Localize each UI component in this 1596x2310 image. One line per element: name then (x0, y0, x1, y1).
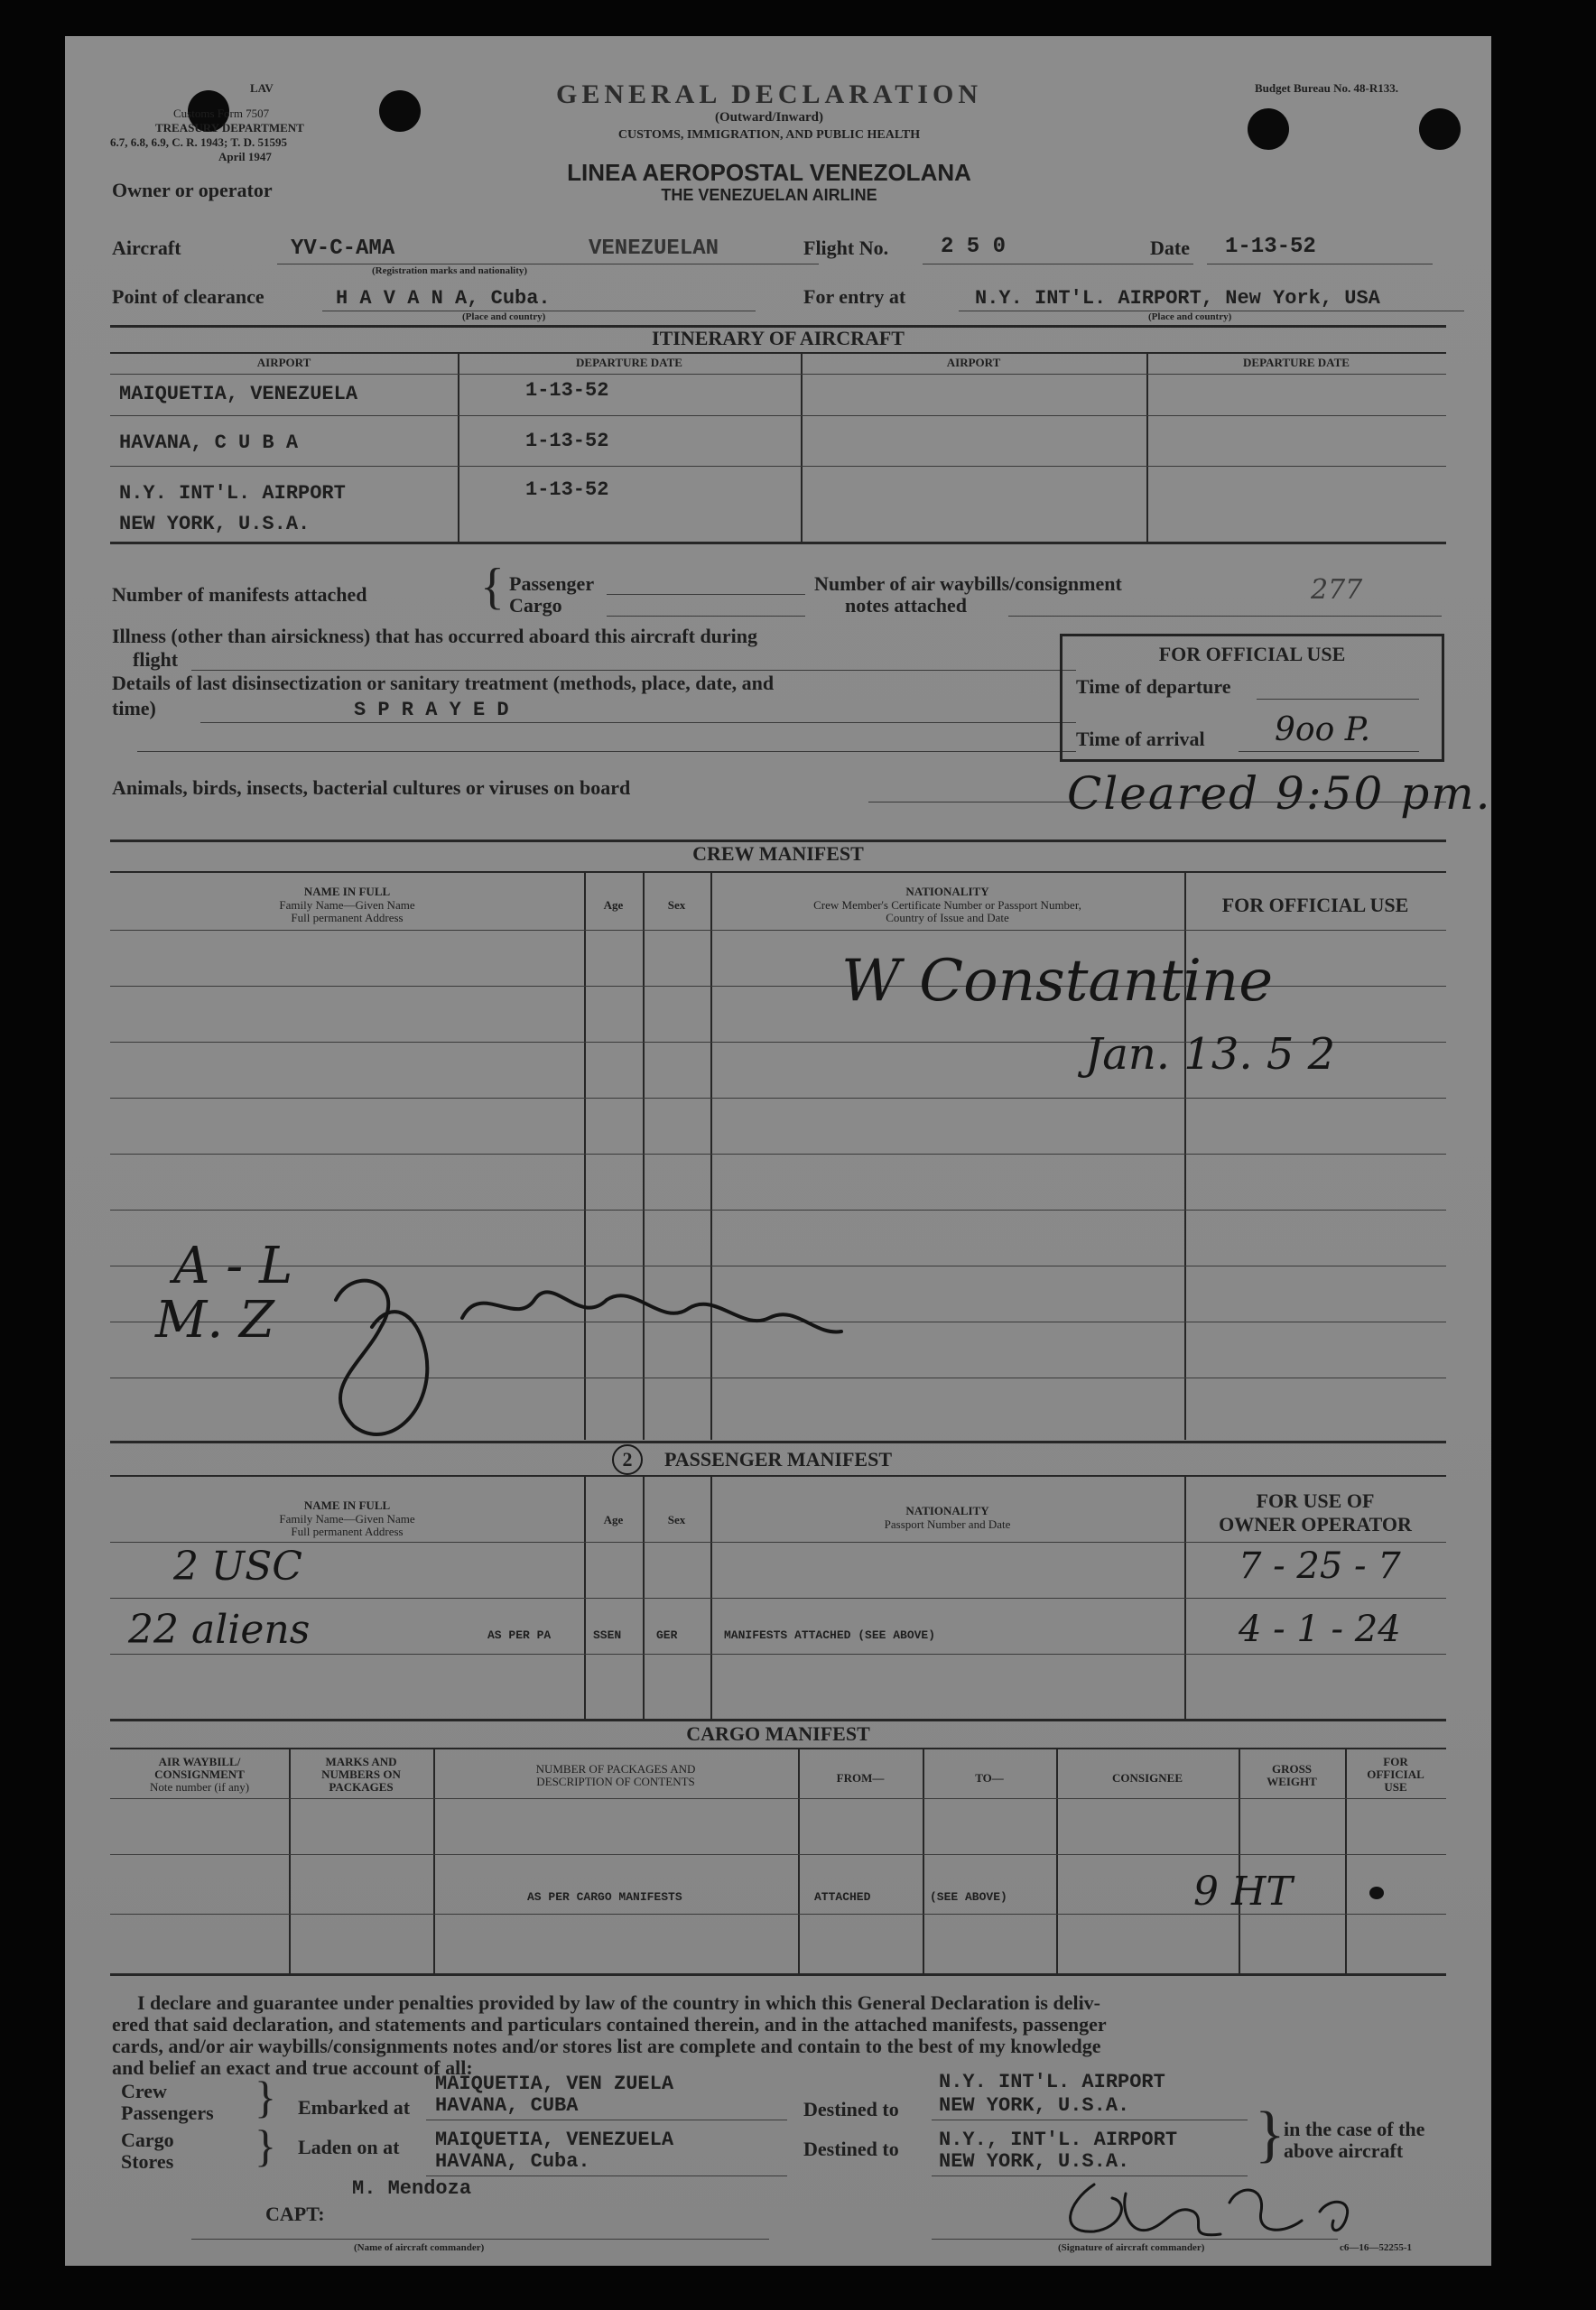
crew-row-rule (110, 1210, 1446, 1211)
cargo-col-from: FROM— (836, 1771, 885, 1785)
disinsect-underline (200, 722, 1076, 723)
commander-signature (1040, 2148, 1419, 2248)
itinerary-row-2-airport: HAVANA, C U B A (119, 431, 299, 454)
cargo-top-rule (110, 1719, 1446, 1721)
itinerary-row-1-airport: MAIQUETIA, VENEZUELA (119, 383, 358, 405)
embarked-value-2: HAVANA, CUBA (435, 2094, 579, 2117)
inspector-signature-date: Jan. 13. 5 2 (1085, 1029, 1336, 1080)
crew-title-rule (110, 871, 1446, 873)
crew-row-rule (110, 1098, 1446, 1099)
passenger-header-rule (110, 1542, 1446, 1543)
itinerary-divider (1146, 352, 1148, 542)
crew-row-rule (110, 1154, 1446, 1155)
cargo-row-from: ATTACHED (814, 1890, 871, 1904)
destined-label-2: Destined to (803, 2138, 899, 2160)
crew-col-nationality-sub2: Country of Issue and Date (886, 911, 1009, 924)
registration-caption: (Registration marks and nationality) (372, 265, 528, 276)
passenger-title: PASSENGER MANIFEST (663, 1448, 893, 1470)
passenger-owner-mark-1: 7 - 25 - 7 (1239, 1545, 1401, 1587)
passenger-divider (643, 1475, 645, 1719)
waybills-label: Number of air waybills/consignment (814, 572, 1122, 595)
disinsect-label-2: time) (112, 697, 156, 719)
cargo-col-official-3: USE (1384, 1780, 1407, 1794)
crew-title: CREW MANIFEST (692, 842, 864, 865)
cargo-col-weight-2: WEIGHT (1267, 1775, 1317, 1788)
manifests-cargo: Cargo (509, 594, 562, 617)
crew-col-age: Age (603, 898, 624, 912)
waybills-underline (1008, 616, 1442, 617)
declaration-brace-3: } (1255, 2100, 1285, 2169)
crew-col-nationality: NATIONALITY (905, 885, 989, 898)
nationality-value: VENEZUELAN (589, 237, 719, 261)
passenger-col-name-sub2: Full permanent Address (291, 1525, 404, 1538)
clearance-label: Point of clearance (112, 285, 264, 308)
laden-value-1: MAIQUETIA, VENEZUELA (435, 2129, 674, 2151)
itinerary-title-rule (110, 352, 1446, 354)
cargo-col-marks-3: PACKAGES (329, 1780, 394, 1794)
passenger-col-owner-2: OWNER OPERATOR (1219, 1513, 1412, 1535)
form-title: GENERAL DECLARATION (555, 79, 982, 109)
cargo-row-description: AS PER CARGO MANIFESTS (527, 1890, 682, 1904)
commander-caption: (Name of aircraft commander) (354, 2242, 485, 2253)
destined-value-2: NEW YORK, U.S.A. (939, 2094, 1130, 2117)
owner-label: Owner or operator (112, 179, 273, 201)
cargo-row-to: (SEE ABOVE) (930, 1890, 1007, 1904)
flight-no-value: 2 5 0 (941, 235, 1007, 259)
entry-label: For entry at (803, 285, 906, 308)
declaration-stores: Stores (121, 2150, 174, 2173)
treasury-department: TREASURY DEPARTMENT (155, 121, 304, 135)
cargo-handwritten-mark: 9 HT (1193, 1869, 1293, 1915)
itinerary-row-3-airport: N.Y. INT'L. AIRPORT (119, 482, 346, 505)
passenger-col-owner-1: FOR USE OF (1256, 1489, 1375, 1512)
cargo-col-to: TO— (975, 1771, 1004, 1785)
time-of-arrival-label: Time of arrival (1076, 728, 1205, 750)
cargo-col-official-2: OFFICIAL (1367, 1767, 1424, 1781)
manifests-brace: { (480, 559, 505, 615)
crew-handwritten-2: M. Z (155, 1291, 274, 1350)
passenger-col-name: NAME IN FULL (303, 1498, 391, 1512)
cargo-col-description-1: NUMBER OF PACKAGES AND (535, 1762, 696, 1776)
itinerary-divider (458, 352, 459, 542)
case-text-1: in the case of the (1284, 2118, 1425, 2140)
cargo-col-marks-1: MARKS AND (325, 1755, 397, 1768)
aircraft-value: YV-C-AMA (291, 237, 395, 261)
clearance-caption: (Place and country) (462, 311, 546, 322)
itinerary-title: ITINERARY OF AIRCRAFT (652, 327, 905, 349)
crew-col-nationality-sub1: Crew Member's Certificate Number or Passport Number, (813, 898, 1081, 912)
regulations: 6.7, 6.8, 6.9, C. R. 1943; T. D. 51595 (110, 135, 287, 149)
itinerary-col-departure-2: DEPARTURE DATE (1243, 356, 1350, 369)
waybills-notes-label: notes attached (845, 594, 968, 617)
itinerary-row-1-date: 1-13-52 (525, 379, 609, 402)
passenger-col-sex: Sex (667, 1513, 686, 1526)
passenger-top-rule (110, 1441, 1446, 1443)
declaration-crew: Crew (121, 2080, 167, 2102)
form-code: LAV (250, 81, 274, 95)
time-of-arrival-value: 9oo P. (1275, 711, 1371, 748)
destined-label: Destined to (803, 2098, 899, 2120)
date-value: 1-13-52 (1225, 235, 1316, 259)
punch-hole (379, 90, 421, 132)
airline-name: LINEA AEROPOSTAL VENEZOLANA (567, 159, 971, 186)
cargo-col-waybill-3: Note number (if any) (149, 1780, 250, 1794)
crew-col-name-sub1: Family Name—Given Name (279, 898, 415, 912)
itinerary-row-2-date: 1-13-52 (525, 430, 609, 452)
crew-col-name-sub2: Full permanent Address (291, 911, 404, 924)
declaration-line-3: cards, and/or air waybills/consignments notes and/or stores list are complete and contain to the best of my knowledge (112, 2035, 1101, 2057)
cargo-title: CARGO MANIFEST (686, 1722, 870, 1745)
cargo-header-rule (110, 1798, 1446, 1799)
manifests-label: Number of manifests attached (112, 583, 367, 606)
waybills-value: 277 (1311, 574, 1363, 606)
manifests-underline (607, 594, 805, 595)
cargo-row-rule (110, 1854, 1446, 1855)
punch-hole (1419, 108, 1461, 150)
passenger-row-rule (110, 1598, 1446, 1599)
cargo-col-description-2: DESCRIPTION OF CONTENTS (536, 1775, 695, 1788)
itinerary-header-rule (110, 374, 1446, 375)
customs-form-number: Customs Form 7507 (173, 107, 270, 120)
cargo-col-waybill-1: AIR WAYBILL/ (158, 1755, 241, 1768)
declaration-line-1: I declare and guarantee under penalties provided by law of the country in which this General Declaration is deliv- (137, 1991, 1101, 2014)
passenger-row-nationality: MANIFESTS ATTACHED (SEE ABOVE) (724, 1628, 936, 1642)
disinsect-label: Details of last disinsectization or sanitary treatment (methods, place, date, and (112, 672, 775, 694)
itinerary-divider (801, 352, 803, 542)
aircraft-label: Aircraft (112, 237, 181, 259)
passenger-col-name-sub1: Family Name—Given Name (279, 1512, 415, 1526)
cargo-col-consignee: CONSIGNEE (1111, 1771, 1183, 1785)
cargo-title-rule (110, 1748, 1446, 1749)
passenger-row-rule (110, 1654, 1446, 1655)
cargo-col-weight-1: GROSS (1271, 1762, 1313, 1776)
embarked-label: Embarked at (298, 2096, 411, 2119)
passenger-owner-mark-2: 4 - 1 - 24 (1239, 1609, 1401, 1650)
itinerary-row-rule (110, 415, 1446, 416)
capt-label: CAPT: (265, 2203, 325, 2225)
itinerary-col-departure: DEPARTURE DATE (576, 356, 682, 369)
official-use-title: FOR OFFICIAL USE (1158, 643, 1346, 665)
departure-underline (1257, 699, 1419, 700)
declaration-line-4: and belief an exact and true account of all: (112, 2056, 473, 2079)
form-date: April 1947 (218, 150, 272, 163)
entry-caption: (Place and country) (1148, 311, 1232, 322)
time-of-departure-label: Time of departure (1076, 675, 1231, 698)
cargo-col-marks-2: NUMBERS ON (321, 1767, 401, 1781)
passenger-row-sex: GER (656, 1628, 678, 1642)
punch-hole (1248, 108, 1289, 150)
disinsect-underline (137, 751, 1076, 752)
arrival-underline (1239, 751, 1419, 752)
form-subtitle: (Outward/Inward) (714, 110, 823, 125)
agencies: CUSTOMS, IMMIGRATION, AND PUBLIC HEALTH (617, 128, 921, 142)
crew-col-sex: Sex (667, 898, 686, 912)
passenger-divider (584, 1475, 586, 1719)
passenger-row-age: SSEN (593, 1628, 622, 1642)
signature-caption: (Signature of aircraft commander) (1058, 2242, 1205, 2253)
declaration-line-2: ered that said declaration, and statements and particulars contained therein, and in the attached manifests, passenger (112, 2013, 1107, 2036)
commander-underline (191, 2239, 769, 2240)
animals-label: Animals, birds, insects, bacterial cultures or viruses on board (112, 776, 631, 799)
itinerary-row-3-date: 1-13-52 (525, 478, 609, 501)
disinsect-value: S P R A Y E D (354, 699, 509, 721)
passenger-col-nationality: NATIONALITY (905, 1504, 989, 1517)
crew-col-name: NAME IN FULL (303, 885, 391, 898)
crew-header-rule (110, 930, 1446, 931)
clearance-value: H A V A N A, Cuba. (336, 287, 551, 310)
passenger-handwritten-1: 2 USC (173, 1544, 302, 1590)
crew-col-official: FOR OFFICIAL USE (1221, 894, 1409, 916)
illness-label-2: flight (133, 648, 179, 671)
case-text-2: above aircraft (1284, 2139, 1404, 2162)
cargo-col-waybill-2: CONSIGNMENT (154, 1767, 245, 1781)
declaration-passengers: Passengers (121, 2101, 214, 2124)
crew-handwritten-1: A - L (173, 1237, 293, 1295)
declaration-brace-2: } (255, 2120, 276, 2171)
itinerary-col-airport: AIRPORT (256, 356, 311, 369)
airline-subtitle: THE VENEZUELAN AIRLINE (661, 186, 877, 204)
passenger-title-rule (110, 1475, 1446, 1477)
manifests-underline (607, 616, 805, 617)
cargo-dot-mark (1369, 1887, 1384, 1899)
budget-bureau: Budget Bureau No. 48-R133. (1255, 81, 1399, 95)
itinerary-bottom-rule (110, 542, 1446, 544)
laden-value-2: HAVANA, Cuba. (435, 2150, 590, 2173)
cleared-note: Cleared 9:50 pm. (1067, 767, 1492, 820)
entry-value: N.Y. INT'L. AIRPORT, New York, USA (975, 287, 1380, 310)
crew-signature-scrawl (300, 1246, 932, 1462)
passenger-count-mark: 2 (612, 1444, 643, 1475)
inspector-signature: W Constantine (841, 948, 1274, 1015)
commander-name: M. Mendoza (352, 2177, 472, 2200)
passenger-col-age: Age (603, 1513, 624, 1526)
cargo-bottom-rule (110, 1973, 1446, 1976)
print-code: c6—16—52255-1 (1340, 2242, 1413, 2253)
passenger-handwritten-2: 22 aliens (128, 1607, 311, 1653)
destined2-value-2: NEW YORK, U.S.A. (939, 2150, 1130, 2173)
signature-underline (932, 2239, 1338, 2240)
declaration-brace: } (255, 2072, 276, 2122)
embarked-value-1: MAIQUETIA, VEN ZUELA (435, 2073, 674, 2095)
itinerary-row-4-airport: NEW YORK, U.S.A. (119, 513, 311, 535)
flight-no-label: Flight No. (803, 237, 889, 259)
destined2-value-1: N.Y., INT'L. AIRPORT (939, 2129, 1178, 2151)
manifests-passenger: Passenger (509, 572, 595, 595)
itinerary-col-airport-2: AIRPORT (946, 356, 1001, 369)
itinerary-row-rule (110, 466, 1446, 467)
passenger-row-left: AS PER PA (487, 1628, 552, 1642)
cargo-col-official-1: FOR (1383, 1755, 1408, 1768)
declaration-form (65, 36, 1491, 2266)
laden-underline (426, 2175, 787, 2176)
date-label: Date (1150, 237, 1190, 259)
passenger-col-nationality-sub: Passport Number and Date (884, 1517, 1011, 1531)
illness-underline (191, 670, 1076, 671)
destined-value-1: N.Y. INT'L. AIRPORT (939, 2071, 1165, 2093)
laden-label: Laden on at (298, 2136, 400, 2158)
illness-label: Illness (other than airsickness) that has occurred aboard this aircraft during (112, 625, 758, 647)
declaration-cargo: Cargo (121, 2129, 174, 2151)
